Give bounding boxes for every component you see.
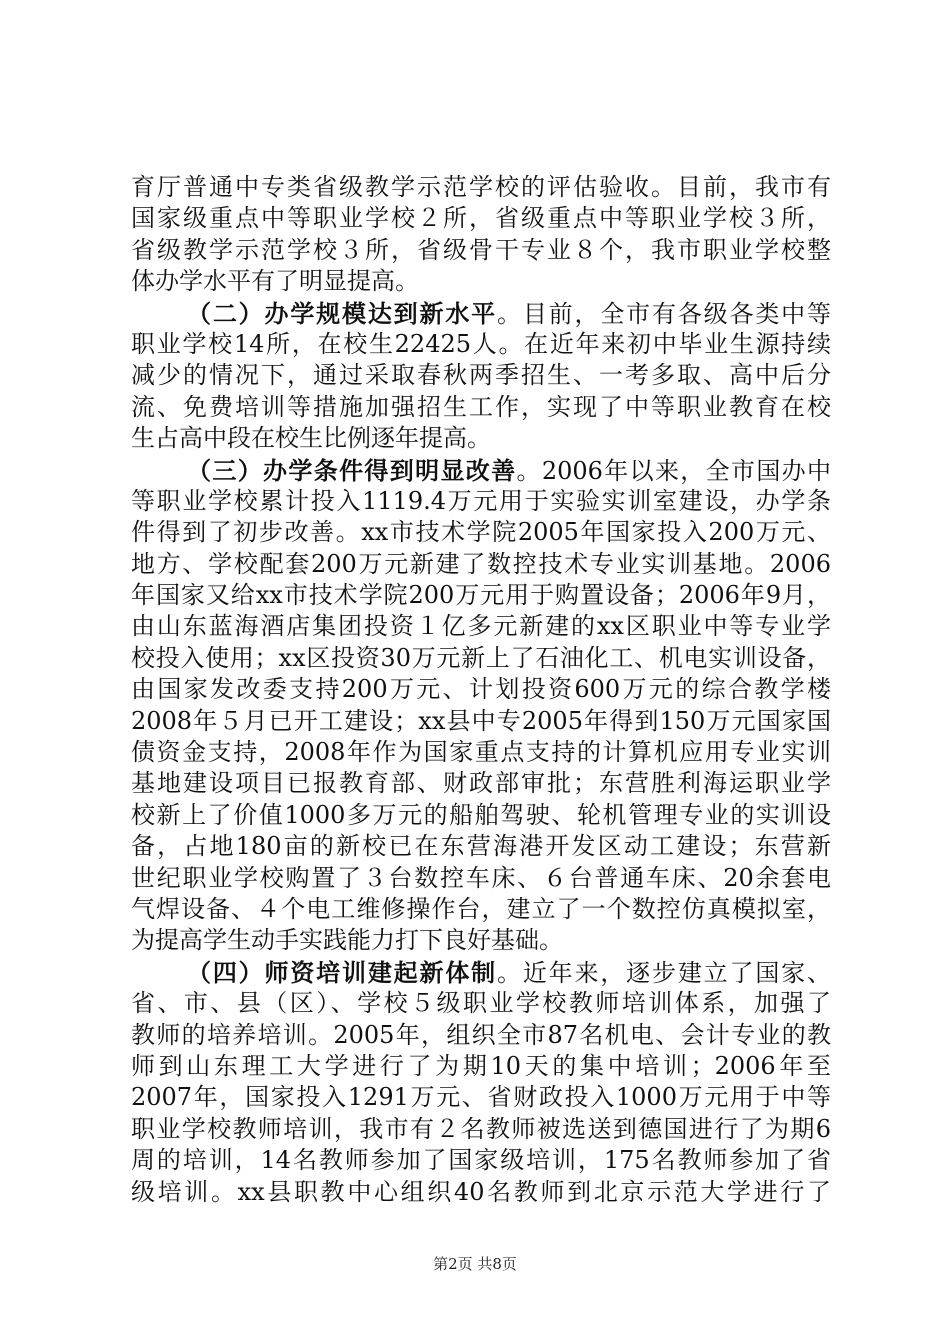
text-line: 校新上了价值1000多万元的船舶驾驶、轮机管理专业的实训设 bbox=[131, 800, 831, 829]
section-heading-3: （三）办学条件得到明显改善 bbox=[187, 455, 517, 485]
paragraph-3 bbox=[131, 455, 831, 957]
text-line: 件得到了初步改善。xx市技术学院2005年国家投入200万元、 bbox=[131, 518, 831, 547]
text-line: 为提高学生动手实践能力打下良好基础。 bbox=[131, 926, 563, 955]
text-line: 气焊设备、４个电工维修操作台，建立了一个数控仿真模拟室， bbox=[131, 894, 831, 923]
text-line: 2007年，国家投入1291万元、省财政投入1000万元用于中等 bbox=[131, 1083, 831, 1112]
text-line: 职业学校教师培训，我市有２名教师被选送到德国进行了为期6 bbox=[131, 1114, 831, 1143]
text-line: 职业学校14所，在校生22425人。在近年来初中毕业生源持续 bbox=[131, 329, 831, 358]
text-line: 地方、学校配套200万元新建了数控技术专业实训基地。2006 bbox=[131, 549, 831, 578]
text-line-rest: 。2006年以来，全市国办中 bbox=[516, 456, 832, 485]
text-line bbox=[131, 957, 831, 988]
text-line: 由山东蓝海酒店集团投资１亿多元新建的xx区职业中等专业学 bbox=[131, 612, 831, 641]
text-line: 债资金支持，2008年作为国家重点支持的计算机应用专业实训 bbox=[131, 738, 831, 767]
text-line: 流、免费培训等措施加强招生工作，实现了中等职业教育在校 bbox=[131, 392, 831, 421]
text-line: 备，占地180亩的新校已在东营海港开发区动工建设；东营新 bbox=[131, 832, 831, 861]
text-line: 级培训。xx县职教中心组织40名教师到北京示范大学进行了 bbox=[131, 1177, 831, 1206]
text-line: 育厅普通中专类省级教学示范学校的评估验收。目前，我市有 bbox=[131, 173, 831, 201]
text-line-rest: 。目前，全市有各级各类中等 bbox=[497, 299, 831, 328]
text-line-rest: 。近年来，逐步建立了国家、 bbox=[497, 958, 831, 987]
text-line: 师到山东理工大学进行了为期10天的集中培训；2006年至 bbox=[131, 1051, 831, 1080]
text-line bbox=[131, 298, 831, 329]
text-line bbox=[131, 455, 831, 486]
text-line: 生占高中段在校生比例逐年提高。 bbox=[131, 424, 491, 453]
paragraph-2 bbox=[131, 298, 831, 455]
text-line: 省、市、县（区）、学校５级职业学校教师培训体系，加强了 bbox=[131, 989, 831, 1018]
page-footer: 第2页 共8页 bbox=[433, 1255, 517, 1273]
section-heading-2: （二）办学规模达到新水平 bbox=[187, 298, 497, 328]
text-line: 减少的情况下，通过采取春秋两季招生、一考多取、高中后分 bbox=[131, 361, 831, 390]
text-line: 年国家又给xx市技术学院200万元用于购置设备；2006年9月， bbox=[131, 581, 831, 610]
text-line: 由国家发改委支持200万元、计划投资600万元的综合教学楼 bbox=[131, 675, 831, 704]
text-line: 等职业学校累计投入1119.4万元用于实验实训室建设，办学条 bbox=[131, 486, 831, 515]
paragraph-4 bbox=[131, 957, 831, 1208]
text-line: 周的培训，14名教师参加了国家级培训，175名教师参加了省 bbox=[131, 1146, 831, 1175]
section-heading-4: （四）师资培训建起新体制 bbox=[187, 957, 497, 987]
text-line: 2008年５月已开工建设；xx县中专2005年得到150万元国家国 bbox=[131, 706, 831, 735]
document-body bbox=[131, 172, 831, 1208]
text-line: 国家级重点中等职业学校２所，省级重点中等职业学校３所， bbox=[131, 204, 831, 233]
text-line: 教师的培养培训。2005年，组织全市87名机电、会计专业的教 bbox=[131, 1020, 831, 1049]
paragraph-1 bbox=[131, 172, 831, 298]
text-line: 基地建设项目已报教育部、财政部审批；东营胜利海运职业学 bbox=[131, 769, 831, 798]
text-line: 校投入使用；xx区投资30万元新上了石油化工、机电实训设备， bbox=[131, 643, 831, 672]
text-line: 省级教学示范学校３所，省级骨干专业８个，我市职业学校整 bbox=[131, 235, 831, 264]
text-line: 世纪职业学校购置了３台数控车床、６台普通车床、20余套电 bbox=[131, 863, 831, 892]
text-line: 体办学水平有了明显提高。 bbox=[131, 267, 419, 296]
